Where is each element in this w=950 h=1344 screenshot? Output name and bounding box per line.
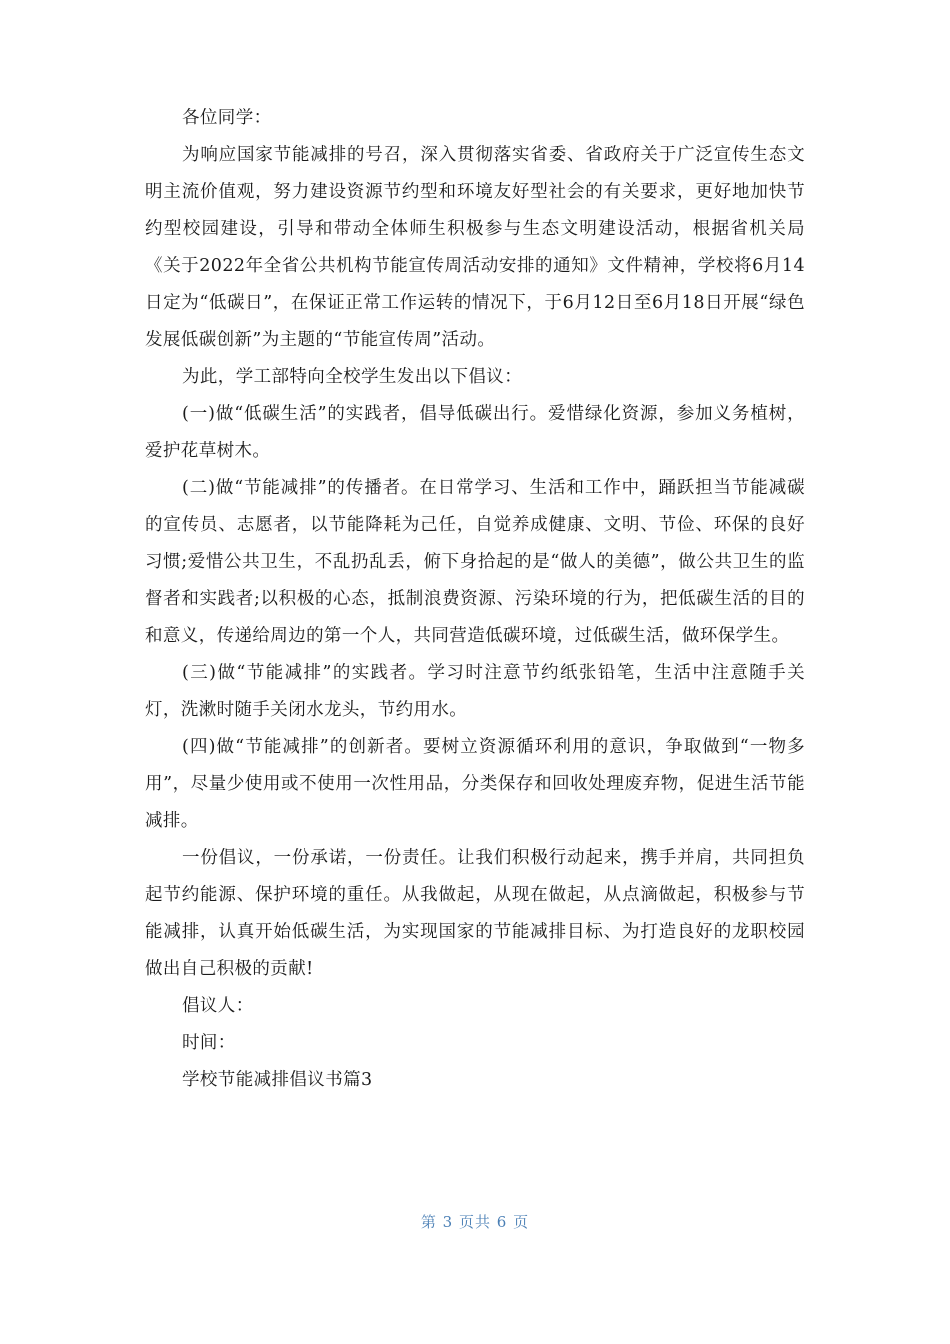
salutation: 各位同学： (182, 108, 272, 128)
footer-prefix: 第 (420, 1213, 437, 1231)
page-footer (0, 1211, 950, 1232)
proposal-item-3: (三)做“节能减排”的实践者。学习时注意节约纸张铅笔，生活中注意随手关灯，洗漱时随手关闭水龙头，节约用水。 (145, 663, 805, 720)
footer-current-page: 3 (442, 1213, 454, 1231)
proposal-item-4: (四)做“节能减排”的创新者。要树立资源循环利用的意识，争取做到“一物多用”，尽量少使用或不使用一次性用品，分类保存和回收处理废弃物，促进生活节能减排。 (145, 737, 805, 831)
intro-paragraph: 为响应国家节能减排的号召，深入贯彻落实省委、省政府关于广泛宣传生态文明主流价值观，努力建设资源节约型和环境友好型社会的有关要求，更好地加快节约型校园建设，引导和带动全体师生积极参与生态文明建设活动，根据省机关局《关于2022年全省公共机构节能宣传周活动安排的通知》文件精神，学校将6月14日定为“低碳日”，在保证正常工作运转的情况下，于6月12日至6月18日开展“绿色发展低碳创新”为主题的“节能宣传周”活动。 (145, 145, 805, 350)
footer-total-pages: 6 (496, 1213, 508, 1231)
date-line: 时间： (182, 1033, 236, 1053)
proposer-line: 倡议人： (182, 996, 254, 1016)
footer-suffix: 页 (513, 1213, 530, 1231)
document-body (145, 100, 805, 1099)
closing-paragraph: 一份倡议，一份承诺，一份责任。让我们积极行动起来，携手并肩，共同担负起节约能源、保护环境的重任。从我做起，从现在做起，从点滴做起，积极参与节能减排，认真开始低碳生活，为实现国家的节能减排目标、为打造良好的龙职校园做出自己积极的贡献! (145, 848, 805, 979)
footer-middle: 页共 (458, 1213, 491, 1231)
proposal-item-2: (二)做“节能减排”的传播者。在日常学习、生活和工作中，踊跃担当节能减碳的宣传员、志愿者，以节能降耗为己任，自觉养成健康、文明、节俭、环保的良好习惯;爱惜公共卫生，不乱扔乱丢，俯下身拾起的是“做人的美德”，做公共卫生的监督者和实践者;以积极的心态，抵制浪费资源、污染环境的行为，把低碳生活的目的和意义，传递给周边的第一个人，共同营造低碳环境，过低碳生活，做环保学生。 (145, 478, 805, 646)
proposal-item-1: (一)做“低碳生活”的实践者，倡导低碳出行。爱惜绿化资源，参加义务植树，爱护花草树木。 (145, 404, 805, 461)
proposal-lead: 为此，学工部特向全校学生发出以下倡议： (182, 367, 523, 387)
next-section-title: 学校节能减排倡议书篇3 (182, 1070, 373, 1090)
